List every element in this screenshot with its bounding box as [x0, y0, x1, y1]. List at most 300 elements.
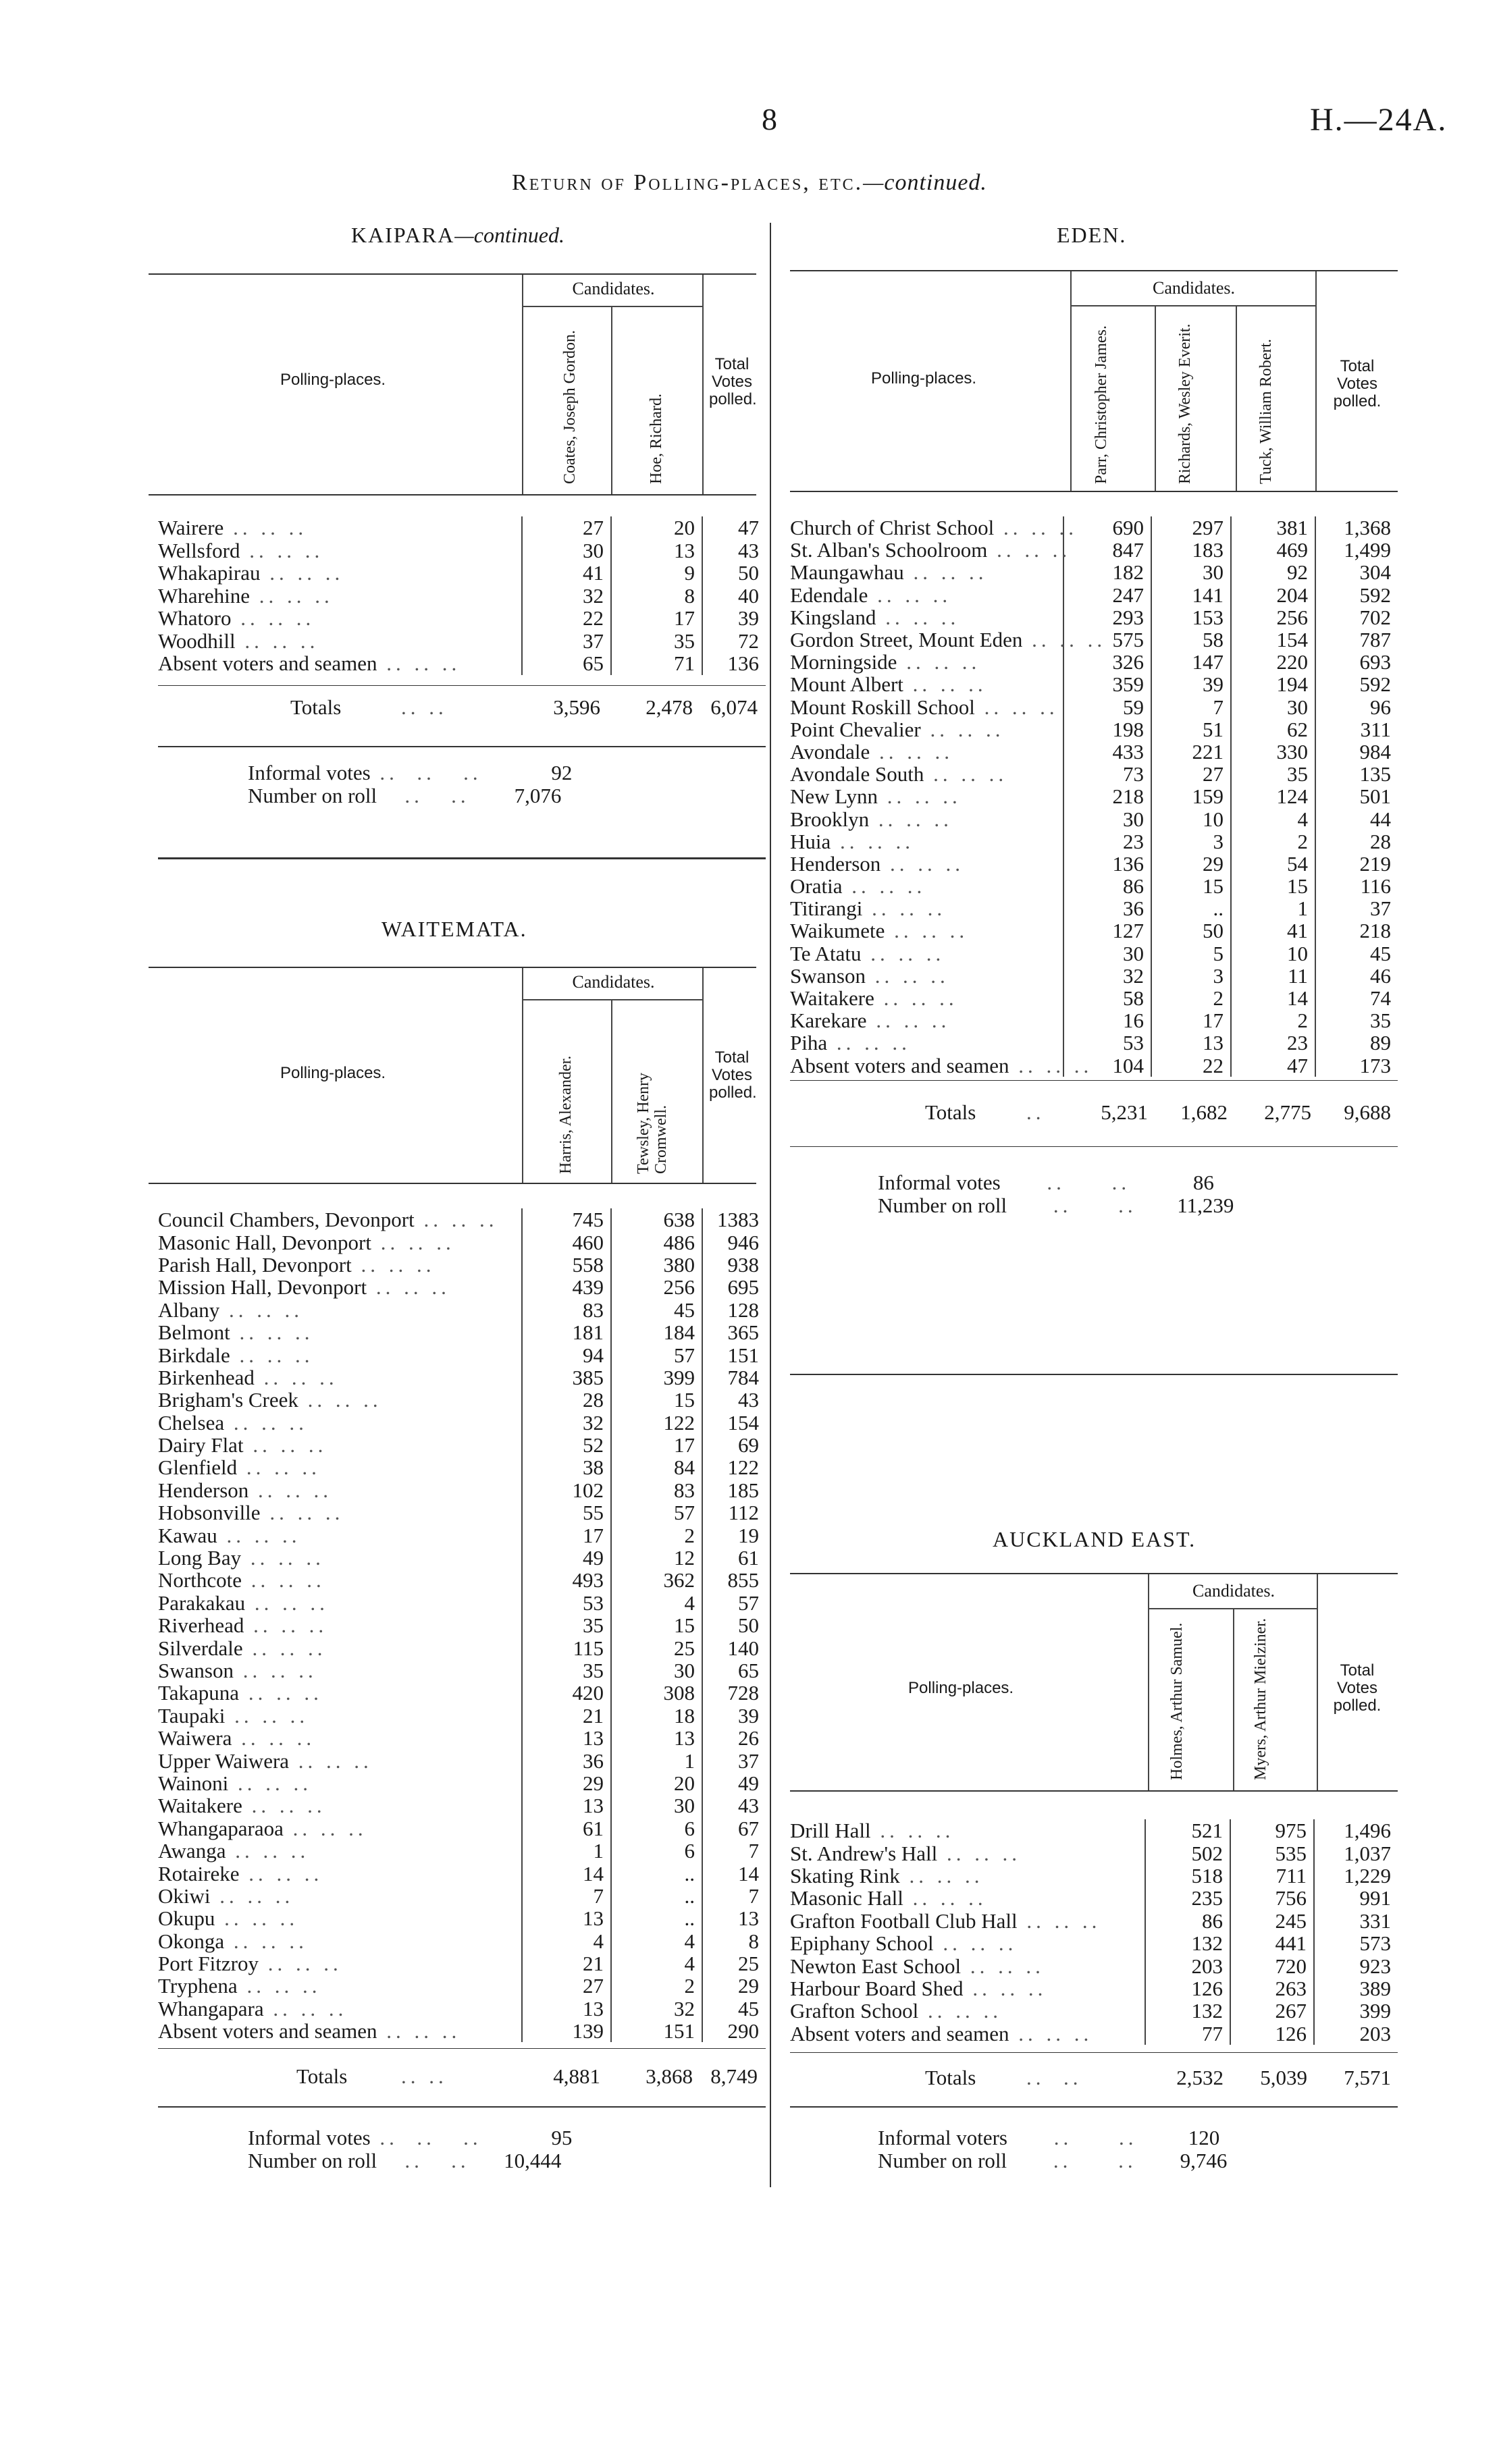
- polling-place-name: Wairere .. .. ..: [158, 516, 308, 540]
- candidate-votes-cell: 2: [1231, 830, 1315, 853]
- total-votes-cell: 693: [1315, 651, 1398, 673]
- candidate-votes-cell: 518: [1145, 1865, 1230, 1887]
- total-votes-cell: 37: [702, 1749, 766, 1771]
- candidate-votes-cell: 221: [1151, 741, 1231, 763]
- candidate-votes-cell: 27: [1151, 763, 1231, 785]
- polling-place-label: Henderson: [158, 1478, 249, 1502]
- polling-place-name: Council Chambers, Devonport .. .. ..: [158, 1208, 498, 1232]
- candidate-votes-cell: 15: [611, 1614, 702, 1636]
- polling-place-name: Riverhead .. .. ..: [158, 1613, 328, 1638]
- eden-header: [790, 270, 1398, 492]
- polling-place-name: Morningside .. .. ..: [790, 650, 981, 674]
- polling-place-label: Birkenhead: [158, 1365, 255, 1389]
- eden-informal-label: Informal votes: [878, 1171, 1001, 1194]
- total-votes-cell: 1,229: [1314, 1865, 1398, 1887]
- candidate-votes-cell: 4: [611, 1930, 702, 1952]
- candidate-votes-cell: 220: [1231, 651, 1315, 673]
- polling-place-label: Rotaireke: [158, 1861, 240, 1885]
- kaipara-polling-label: Polling-places.: [280, 371, 386, 389]
- polling-place-label: Harbour Board Shed: [790, 1976, 964, 2000]
- candidate-votes-cell: 35: [522, 1614, 611, 1636]
- candidate-votes-cell: 441: [1230, 1932, 1314, 1954]
- total-votes-cell: 592: [1315, 673, 1398, 695]
- candidate-votes-cell: 127: [1063, 919, 1151, 942]
- total-votes-cell: 1,499: [1315, 539, 1398, 561]
- table-row: [158, 1321, 766, 1343]
- page-title-main: Return of Polling-places, etc.: [512, 170, 864, 195]
- total-votes-cell: 67: [702, 1817, 766, 1840]
- table-row: [790, 628, 1398, 651]
- candidate-votes-cell: 13: [611, 1727, 702, 1749]
- table-row: [790, 763, 1398, 785]
- eden-roll-value: 11,239: [1177, 1194, 1234, 1217]
- candidate-votes-cell: 37: [522, 630, 611, 653]
- polling-place-name: Mount Roskill School .. .. ..: [790, 695, 1059, 719]
- polling-place-label: Upper Waiwera: [158, 1748, 290, 1773]
- table-row: [790, 1954, 1398, 1977]
- candidate-votes-cell: 124: [1231, 785, 1315, 807]
- candidate-votes-cell: 58: [1063, 987, 1151, 1009]
- candidate-votes-cell: 35: [611, 630, 702, 653]
- polling-place-label: Karekare: [790, 1009, 867, 1033]
- candidate-votes-cell: ..: [611, 1907, 702, 1929]
- waitemata-candidates-label: Candidates.: [572, 972, 655, 992]
- candidate-votes-cell: 256: [611, 1276, 702, 1298]
- candidate-votes-cell: 8: [611, 585, 702, 608]
- total-votes-cell: 47: [702, 516, 766, 539]
- candidate-votes-cell: 32: [522, 1412, 611, 1434]
- candidate-votes-cell: 385: [522, 1366, 611, 1389]
- table-row: [158, 1907, 766, 1929]
- polling-place-name: Karekare .. .. ..: [790, 1009, 951, 1033]
- table-row: [790, 807, 1398, 830]
- candidate-votes-cell: 21: [522, 1705, 611, 1727]
- candidate-votes-cell: 13: [522, 1727, 611, 1749]
- kaipara-total-label: Total Votes polled.: [709, 355, 757, 408]
- waitemata-totals-label: Totals: [296, 2064, 348, 2088]
- candidate-votes-cell: 83: [611, 1479, 702, 1501]
- total-votes-cell: 7: [702, 1840, 766, 1862]
- kaipara-totals-c2: 2,478: [646, 695, 693, 719]
- candidate-votes-cell: 35: [1231, 763, 1315, 785]
- polling-place-name: Rotaireke .. .. ..: [158, 1861, 323, 1885]
- polling-place-name: Absent voters and seamen .. .. ..: [158, 2019, 461, 2043]
- total-votes-cell: 65: [702, 1659, 766, 1682]
- kaipara-footer: [248, 761, 572, 807]
- table-row: [158, 1614, 766, 1636]
- candidate-votes-cell: 2: [1231, 1009, 1315, 1032]
- polling-place-name: Silverdale .. .. ..: [158, 1636, 327, 1660]
- candidate-votes-cell: 362: [611, 1569, 702, 1591]
- table-row: [158, 1434, 766, 1456]
- auckland-east-totals-c2: 5,039: [1260, 2066, 1307, 2089]
- candidate-votes-cell: 1: [611, 1749, 702, 1771]
- total-votes-cell: 39: [702, 607, 766, 630]
- polling-place-name: Albany .. .. ..: [158, 1297, 304, 1322]
- candidate-votes-cell: 22: [1151, 1054, 1231, 1077]
- total-votes-cell: 37: [1315, 897, 1398, 919]
- candidate-votes-cell: 198: [1063, 718, 1151, 741]
- polling-place-name: Henderson .. .. ..: [158, 1478, 333, 1502]
- total-votes-cell: 311: [1315, 718, 1398, 741]
- candidate-votes-cell: 32: [522, 585, 611, 608]
- polling-place-name: Mount Albert .. .. ..: [790, 672, 987, 697]
- candidate-votes-cell: ..: [1151, 897, 1231, 919]
- candidate-votes-cell: 4: [1231, 807, 1315, 830]
- polling-place-label: Skating Rink: [790, 1863, 900, 1887]
- polling-place-name: Drill Hall .. .. ..: [790, 1819, 955, 1843]
- candidate-votes-cell: 73: [1063, 763, 1151, 785]
- total-votes-cell: 290: [702, 2020, 766, 2042]
- polling-place-name: Waiwera .. .. ..: [158, 1726, 316, 1750]
- table-row: [790, 651, 1398, 673]
- eden-totals-c1: 5,231: [1101, 1100, 1148, 1124]
- auckland-east-candidate-1: Holmes, Arthur Samuel.: [1168, 1622, 1186, 1780]
- polling-place-label: Whatoro: [158, 606, 232, 631]
- polling-place-label: Avondale: [790, 739, 870, 764]
- polling-place-name: Whakapirau .. .. ..: [158, 561, 344, 585]
- total-votes-cell: 203: [1314, 2023, 1398, 2045]
- polling-place-label: Piha: [790, 1031, 828, 1055]
- polling-place-name: Takapuna .. .. ..: [158, 1681, 323, 1705]
- total-votes-cell: 43: [702, 1794, 766, 1817]
- candidate-votes-cell: 25: [611, 1636, 702, 1659]
- table-row: [790, 1032, 1398, 1054]
- candidate-votes-cell: 57: [611, 1343, 702, 1366]
- total-votes-cell: 923: [1314, 1954, 1398, 1977]
- kaipara-title-text: KAIPARA: [351, 223, 455, 247]
- eden-title: EDEN.: [1057, 223, 1127, 247]
- polling-place-label: Morningside: [790, 650, 897, 674]
- candidate-votes-cell: 359: [1063, 673, 1151, 695]
- polling-place-label: New Lynn: [790, 784, 878, 809]
- total-votes-cell: 61: [702, 1547, 766, 1569]
- total-votes-cell: 57: [702, 1592, 766, 1614]
- candidate-votes-cell: 20: [611, 516, 702, 539]
- polling-place-name: Parish Hall, Devonport .. .. ..: [158, 1252, 436, 1277]
- total-votes-cell: 695: [702, 1276, 766, 1298]
- total-votes-cell: 787: [1315, 628, 1398, 651]
- table-row: [158, 1975, 766, 1997]
- table-row: [790, 1977, 1398, 2000]
- candidate-votes-cell: 115: [522, 1636, 611, 1659]
- candidate-votes-cell: 12: [611, 1547, 702, 1569]
- table-row: [790, 919, 1398, 942]
- kaipara-roll-value: 7,076: [514, 784, 562, 807]
- total-votes-cell: 45: [1315, 942, 1398, 965]
- candidate-votes-cell: 29: [522, 1772, 611, 1794]
- table-row: [158, 1998, 766, 2020]
- table-row: [158, 1817, 766, 1840]
- table-row: [158, 1749, 766, 1771]
- candidate-votes-cell: 154: [1231, 628, 1315, 651]
- polling-place-name: Glenfield .. .. ..: [158, 1455, 321, 1480]
- candidate-votes-cell: 381: [1231, 516, 1315, 539]
- table-row: [790, 741, 1398, 763]
- table-row: [790, 1887, 1398, 1909]
- polling-place-label: Northcote: [158, 1568, 242, 1592]
- total-votes-cell: 365: [702, 1321, 766, 1343]
- polling-place-name: Birkdale .. .. ..: [158, 1343, 314, 1367]
- candidate-votes-cell: 62: [1231, 718, 1315, 741]
- table-row: [790, 1009, 1398, 1032]
- total-votes-cell: 39: [702, 1705, 766, 1727]
- polling-place-label: Edendale: [790, 583, 868, 607]
- candidate-votes-cell: 41: [522, 562, 611, 585]
- polling-place-label: Okupu: [158, 1906, 215, 1931]
- table-row: [158, 1501, 766, 1524]
- candidate-votes-cell: 139: [522, 2020, 611, 2042]
- waitemata-informal-value: 95: [551, 2126, 573, 2149]
- candidate-votes-cell: 3: [1151, 965, 1231, 987]
- polling-place-label: Albany: [158, 1297, 220, 1322]
- candidate-votes-cell: 151: [611, 2020, 702, 2042]
- polling-place-name: Whangapara .. .. ..: [158, 1996, 348, 2020]
- candidate-votes-cell: 7: [522, 1885, 611, 1907]
- table-row: [158, 585, 766, 608]
- polling-place-label: Avondale South: [790, 762, 924, 786]
- table-row: [790, 561, 1398, 583]
- polling-place-label: Taupaki: [158, 1703, 226, 1728]
- total-votes-cell: 112: [702, 1501, 766, 1524]
- polling-place-label: Takapuna: [158, 1681, 240, 1705]
- table-row: [790, 1865, 1398, 1887]
- candidate-votes-cell: 469: [1231, 539, 1315, 561]
- total-votes-cell: 219: [1315, 853, 1398, 875]
- candidate-votes-cell: 182: [1063, 561, 1151, 583]
- candidate-votes-cell: 4: [611, 1952, 702, 1975]
- polling-place-name: Okiwi .. .. ..: [158, 1883, 294, 1908]
- polling-place-name: Titirangi .. .. ..: [790, 896, 947, 921]
- candidate-votes-cell: 30: [611, 1659, 702, 1682]
- candidate-votes-cell: 39: [1151, 673, 1231, 695]
- table-row: [790, 539, 1398, 561]
- candidate-votes-cell: 5: [1151, 942, 1231, 965]
- table-row: [158, 1592, 766, 1614]
- candidate-votes-cell: 61: [522, 1817, 611, 1840]
- polling-place-label: Maungawhau: [790, 560, 904, 585]
- eden-candidate-2: Richards, Wesley Everit.: [1176, 323, 1194, 484]
- polling-place-name: Newton East School .. .. ..: [790, 1954, 1045, 1978]
- candidate-votes-cell: 84: [611, 1456, 702, 1478]
- auckland-east-informal-row: Informal voters .. .. 120: [878, 2126, 1220, 2149]
- table-row: [790, 830, 1398, 853]
- waitemata-candidate-2: Tewsley, Henry Cromwell.: [635, 1072, 670, 1174]
- polling-place-label: Church of Christ School: [790, 516, 995, 540]
- table-row: [790, 875, 1398, 897]
- total-votes-cell: 1,037: [1314, 1842, 1398, 1864]
- kaipara-title-continued: —continued.: [454, 223, 564, 247]
- polling-place-name: Wharehine .. .. ..: [158, 583, 334, 608]
- table-row: [790, 965, 1398, 987]
- candidate-votes-cell: 247: [1063, 584, 1151, 606]
- polling-place-name: Whangaparaoa .. .. ..: [158, 1816, 367, 1840]
- candidate-votes-cell: 184: [611, 1321, 702, 1343]
- candidate-votes-cell: 159: [1151, 785, 1231, 807]
- total-votes-cell: 702: [1315, 606, 1398, 628]
- table-row: [790, 785, 1398, 807]
- table-row: [158, 1343, 766, 1366]
- candidate-votes-cell: 35: [522, 1659, 611, 1682]
- polling-place-label: Masonic Hall: [790, 1886, 903, 1910]
- polling-place-name: Masonic Hall .. .. ..: [790, 1886, 987, 1910]
- candidate-votes-cell: 204: [1231, 584, 1315, 606]
- candidate-votes-cell: 17: [522, 1524, 611, 1546]
- polling-place-label: Hobsonville: [158, 1501, 261, 1525]
- candidate-votes-cell: 399: [611, 1366, 702, 1389]
- candidate-votes-cell: 147: [1151, 651, 1231, 673]
- candidate-votes-cell: 30: [522, 539, 611, 562]
- waitemata-candidate-1: Harris, Alexander.: [557, 1055, 575, 1174]
- total-votes-cell: 72: [702, 630, 766, 653]
- polling-place-name: Te Atatu .. .. ..: [790, 941, 945, 965]
- polling-place-name: Northcote .. .. ..: [158, 1568, 325, 1592]
- polling-place-label: Absent voters and seamen: [158, 651, 377, 676]
- kaipara-informal-value: 92: [551, 761, 573, 784]
- total-votes-cell: 304: [1315, 561, 1398, 583]
- polling-place-label: Council Chambers, Devonport: [158, 1208, 415, 1232]
- auckland-east-header: [790, 1573, 1398, 1792]
- total-votes-cell: 991: [1314, 1887, 1398, 1909]
- candidate-votes-cell: 756: [1230, 1887, 1314, 1909]
- auckland-east-roll-value: 9,746: [1180, 2149, 1228, 2172]
- table-row: [158, 562, 766, 585]
- page-title: [0, 170, 1499, 196]
- eden-candidate-1: Parr, Christopher James.: [1093, 325, 1110, 484]
- polling-place-label: Port Fitzroy: [158, 1952, 259, 1976]
- candidate-votes-cell: 141: [1151, 584, 1231, 606]
- table-row: [790, 2023, 1398, 2045]
- polling-place-name: Huia .. .. ..: [790, 829, 915, 853]
- table-row: [790, 1054, 1398, 1077]
- waitemata-total-label: Total Votes polled.: [709, 1048, 757, 1102]
- candidate-votes-cell: 36: [1063, 897, 1151, 919]
- polling-place-name: Port Fitzroy .. .. ..: [158, 1952, 342, 1976]
- candidate-votes-cell: 132: [1145, 1932, 1230, 1954]
- table-row: [790, 718, 1398, 741]
- polling-place-name: Wellsford .. .. ..: [158, 538, 324, 562]
- table-row: [158, 1930, 766, 1952]
- candidate-votes-cell: 14: [1231, 987, 1315, 1009]
- candidate-votes-cell: 13: [611, 539, 702, 562]
- eden-totals-total: 9,688: [1344, 1100, 1391, 1124]
- polling-place-name: Chelsea .. .. ..: [158, 1410, 308, 1435]
- polling-place-label: Drill Hall: [790, 1819, 871, 1843]
- total-votes-cell: 7: [702, 1885, 766, 1907]
- polling-place-name: Long Bay .. .. ..: [158, 1546, 325, 1570]
- waitemata-totals-row: Totals .. .. 4,881 3,868 8,749: [296, 2064, 758, 2088]
- candidate-votes-cell: ..: [611, 1862, 702, 1884]
- polling-place-label: Whakapirau: [158, 561, 261, 585]
- polling-place-name: Waitakere .. .. ..: [158, 1794, 326, 1818]
- polling-place-label: Grafton Football Club Hall: [790, 1908, 1018, 1933]
- total-votes-cell: 784: [702, 1366, 766, 1389]
- polling-place-label: Belmont: [158, 1320, 230, 1345]
- total-votes-cell: 69: [702, 1434, 766, 1456]
- polling-place-name: Awanga .. .. ..: [158, 1839, 310, 1863]
- table-row: [790, 1842, 1398, 1864]
- total-votes-cell: 728: [702, 1682, 766, 1704]
- auckland-east-informal-value: 120: [1188, 2126, 1220, 2149]
- candidate-votes-cell: 45: [611, 1299, 702, 1321]
- candidate-votes-cell: 30: [1231, 696, 1315, 718]
- total-votes-cell: 89: [1315, 1032, 1398, 1054]
- total-votes-cell: 128: [702, 1299, 766, 1321]
- polling-place-name: Absent voters and seamen .. .. ..: [158, 651, 461, 676]
- candidate-votes-cell: 59: [1063, 696, 1151, 718]
- table-row: [790, 1819, 1398, 1842]
- total-votes-cell: 173: [1315, 1054, 1398, 1077]
- eden-candidate-3: Tuck, William Robert.: [1257, 338, 1275, 484]
- candidate-votes-cell: 15: [1151, 875, 1231, 897]
- auckland-east-totals-c1: 2,532: [1176, 2066, 1224, 2089]
- total-votes-cell: 13: [702, 1907, 766, 1929]
- polling-place-label: Glenfield: [158, 1455, 238, 1480]
- total-votes-cell: 592: [1315, 584, 1398, 606]
- total-votes-cell: 50: [702, 1614, 766, 1636]
- waitemata-roll-row: Number on roll .. .. 10,444: [248, 2149, 562, 2172]
- candidate-votes-cell: 439: [522, 1276, 611, 1298]
- table-row: [158, 1840, 766, 1862]
- polling-place-name: Brooklyn .. .. ..: [790, 807, 953, 831]
- polling-place-name: Swanson .. .. ..: [158, 1659, 317, 1682]
- polling-place-label: Okonga: [158, 1929, 225, 1953]
- table-row: [158, 1705, 766, 1727]
- polling-place-name: Piha .. .. ..: [790, 1031, 911, 1055]
- total-votes-cell: 29: [702, 1975, 766, 1997]
- waitemata-totals-total: 8,749: [710, 2064, 758, 2088]
- candidate-votes-cell: 136: [1063, 853, 1151, 875]
- eden-footer: [878, 1171, 1234, 1217]
- candidate-votes-cell: 10: [1151, 807, 1231, 830]
- total-votes-cell: 46: [1315, 965, 1398, 987]
- polling-place-label: Wainoni: [158, 1771, 229, 1795]
- polling-place-label: Brooklyn: [790, 807, 870, 831]
- polling-place-name: Upper Waiwera .. .. ..: [158, 1748, 373, 1773]
- polling-place-name: Okupu .. .. ..: [158, 1906, 299, 1931]
- polling-place-name: Maungawhau .. .. ..: [790, 560, 988, 585]
- kaipara-title: [351, 223, 564, 248]
- candidate-votes-cell: 7: [1151, 696, 1231, 718]
- polling-place-label: Dairy Flat: [158, 1433, 244, 1457]
- total-votes-cell: 1383: [702, 1208, 766, 1231]
- auckland-east-totals-label: Totals: [925, 2066, 976, 2089]
- candidate-votes-cell: 102: [522, 1479, 611, 1501]
- polling-place-label: Gordon Street, Mount Eden: [790, 628, 1023, 652]
- total-votes-cell: 28: [1315, 830, 1398, 853]
- polling-place-label: St. Alban's Schoolroom: [790, 538, 988, 562]
- polling-place-label: Wellsford: [158, 538, 240, 562]
- polling-place-label: Waiwera: [158, 1726, 232, 1750]
- candidate-votes-cell: 17: [1151, 1009, 1231, 1032]
- candidate-votes-cell: 52: [522, 1434, 611, 1456]
- table-row: [158, 1682, 766, 1704]
- column-divider: [770, 223, 771, 2187]
- table-row: [790, 897, 1398, 919]
- candidate-votes-cell: 17: [611, 1434, 702, 1456]
- total-votes-cell: 151: [702, 1343, 766, 1366]
- candidate-votes-cell: 28: [522, 1389, 611, 1411]
- candidate-votes-cell: 521: [1145, 1819, 1230, 1842]
- table-row: [158, 1456, 766, 1478]
- polling-place-name: Point Chevalier .. .. ..: [790, 717, 1005, 741]
- kaipara-totals-total: 6,074: [710, 695, 758, 719]
- table-row: [158, 1208, 766, 1231]
- candidate-votes-cell: 122: [611, 1412, 702, 1434]
- candidate-votes-cell: 711: [1230, 1865, 1314, 1887]
- table-row: [790, 942, 1398, 965]
- candidate-votes-cell: 47: [1231, 1054, 1315, 1077]
